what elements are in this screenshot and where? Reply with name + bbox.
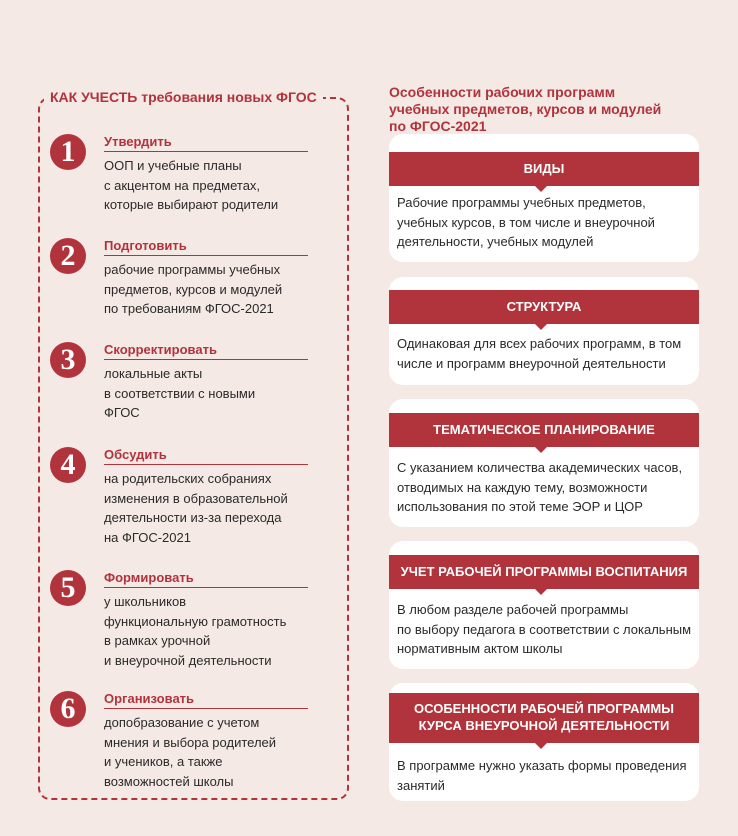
step-title: Формировать <box>104 570 194 585</box>
step-title: Утвердить <box>104 134 172 149</box>
card-extracurricular-course <box>389 683 699 801</box>
step-title: Подготовить <box>104 238 187 253</box>
card-text: С указанием количества академических часов, отводимых на каждую тему, возможности использования по этой теме ЭОР и ЦОР <box>397 460 683 514</box>
card-banner: ТЕМАТИЧЕСКОЕ ПЛАНИРОВАНИЕ <box>389 413 699 447</box>
card-text: В программе нужно указать формы проведения занятий <box>397 758 687 793</box>
banner-notch <box>534 588 548 595</box>
step-divider <box>104 255 308 256</box>
step-text: у школьников функциональную грамотность в рамках урочной и внеурочной деятельности <box>104 594 287 668</box>
card-banner: ВИДЫ <box>389 152 699 186</box>
step-text: ООП и учебные планы с акцентом на предметах, которые выбирают родители <box>104 158 279 212</box>
step-title: Организовать <box>104 691 195 706</box>
card-upbringing-program <box>389 541 699 669</box>
card-thematic-planning <box>389 399 699 527</box>
card-text: В любом разделе рабочей программы по выбору педагога в соответствии с локальным нормативным актом школы <box>397 602 692 656</box>
step-text: локальные акты в соответствии с новыми ФГОС <box>104 366 256 420</box>
step-title: Скорректировать <box>104 342 217 357</box>
banner-notch <box>534 742 548 749</box>
step-title: Обсудить <box>104 447 167 462</box>
step-number-badge: 4 <box>50 447 86 483</box>
step-divider <box>104 587 308 588</box>
step-number-badge: 1 <box>50 134 86 170</box>
card-banner: СТРУКТУРА <box>389 290 699 324</box>
step-number-badge: 5 <box>50 570 86 606</box>
step-divider <box>104 464 308 465</box>
step-divider <box>104 708 308 709</box>
step-number-badge: 3 <box>50 342 86 378</box>
card-banner: ОСОБЕННОСТИ РАБОЧЕЙ ПРОГРАММЫ КУРСА ВНЕУРОЧНОЙ ДЕЯТЕЛЬНОСТИ <box>389 693 699 743</box>
requirements-title: КАК УЧЕСТЬ требования новых ФГОС <box>44 89 323 105</box>
card-types <box>389 134 699 262</box>
card-structure <box>389 277 699 385</box>
step-divider <box>104 359 308 360</box>
card-banner: УЧЕТ РАБОЧЕЙ ПРОГРАММЫ ВОСПИТАНИЯ <box>389 555 699 589</box>
step-number-badge: 6 <box>50 691 86 727</box>
programs-heading: Особенности рабочих программ учебных предметов, курсов и модулей по ФГОС-2021 <box>389 84 662 134</box>
step-number-badge: 2 <box>50 238 86 274</box>
step-text: рабочие программы учебных предметов, курсов и модулей по требованиям ФГОС-2021 <box>104 262 283 316</box>
banner-notch <box>534 446 548 453</box>
banner-notch <box>534 185 548 192</box>
banner-notch <box>534 323 548 330</box>
card-text: Рабочие программы учебных предметов, учебных курсов, в том числе и внеурочной деятельности, учебных модулей <box>397 195 655 249</box>
step-text: на родительских собраниях изменения в образовательной деятельности из-за перехода на ФГОС-2021 <box>104 471 288 545</box>
card-text: Одинаковая для всех рабочих программ, в том числе и программ внеурочной деятельности <box>397 336 682 371</box>
step-text: допобразование с учетом мнения и выбора родителей и учеников, а также возможностей школы <box>104 715 277 789</box>
step-divider <box>104 151 308 152</box>
